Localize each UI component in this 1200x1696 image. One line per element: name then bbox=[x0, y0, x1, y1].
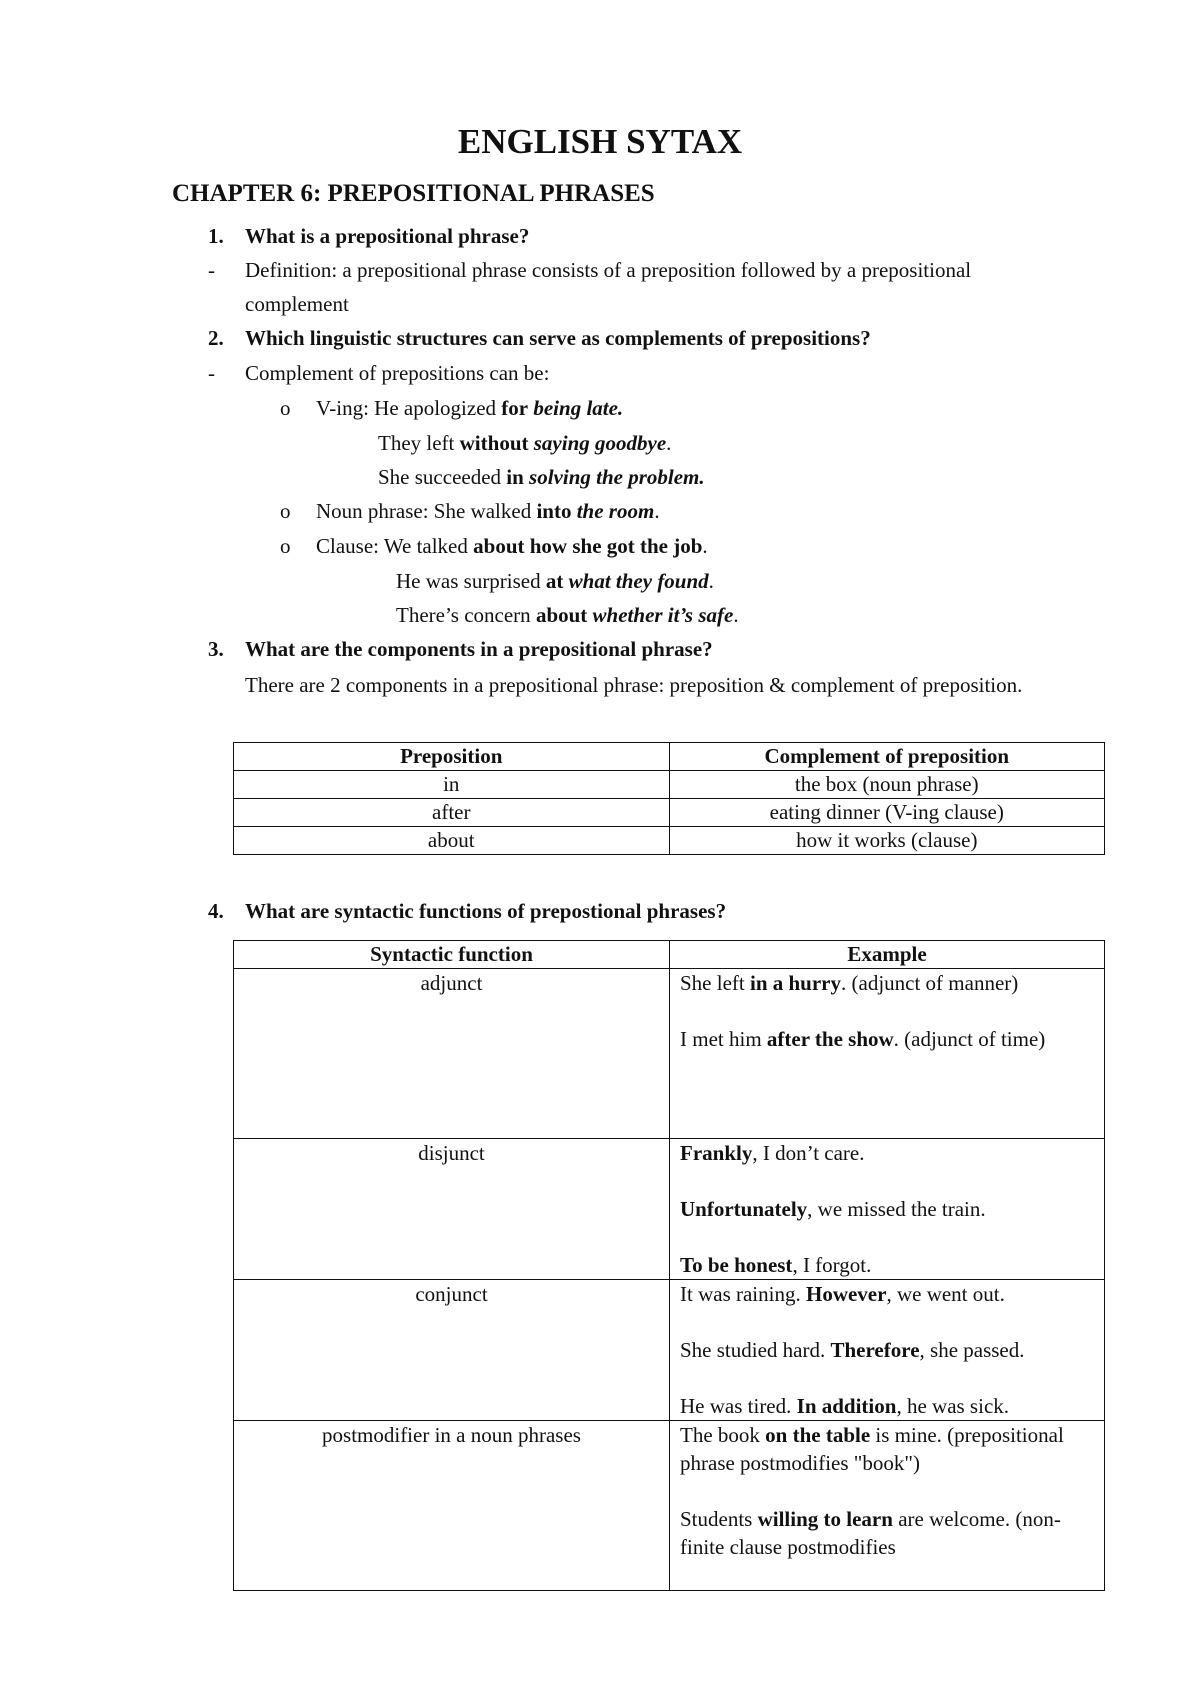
clause-example-2: He was surprised at what they found. bbox=[396, 569, 714, 593]
table-cell: eating dinner (V-ing clause) bbox=[669, 799, 1105, 827]
example-sentence: He was tired. In addition, he was sick. bbox=[680, 1394, 1010, 1418]
dash-marker: - bbox=[208, 258, 215, 282]
column-header: Complement of preposition bbox=[669, 743, 1105, 771]
example-sentence: Frankly, I don’t care. bbox=[680, 1141, 865, 1165]
components-paragraph: There are 2 components in a prepositional phrase: preposition & complement of preposition. bbox=[245, 673, 1023, 697]
example-cell bbox=[670, 1421, 1105, 1591]
clause-example-3: There’s concern about whether it’s safe. bbox=[396, 603, 739, 627]
functions-table bbox=[233, 940, 1105, 1591]
table-cell: about bbox=[234, 827, 670, 855]
chapter-heading: CHAPTER 6: PREPOSITIONAL PHRASES bbox=[172, 180, 655, 207]
table-cell: how it works (clause) bbox=[669, 827, 1105, 855]
bullet-noun-phrase: o Noun phrase: She walked into the room. bbox=[280, 499, 660, 523]
components-table bbox=[233, 742, 1105, 855]
question-number: 3. bbox=[208, 637, 224, 661]
question-number: 1. bbox=[208, 224, 224, 248]
question-text: What are the components in a prepositional phrase? bbox=[245, 637, 713, 661]
table-cell: the box (noun phrase) bbox=[669, 771, 1105, 799]
example-sentence: It was raining. However, we went out. bbox=[680, 1282, 1005, 1306]
table-row bbox=[234, 827, 1105, 855]
document-title: ENGLISH SYTAX bbox=[457, 122, 743, 161]
question-4 bbox=[208, 899, 726, 924]
question-text: What is a prepositional phrase? bbox=[245, 224, 530, 248]
table-row bbox=[234, 799, 1105, 827]
example-sentence: Unfortunately, we missed the train. bbox=[680, 1197, 986, 1221]
table-row bbox=[234, 1139, 1105, 1280]
dash-marker: - bbox=[208, 361, 215, 385]
bullet-marker: o bbox=[280, 534, 291, 558]
example-cell bbox=[670, 1139, 1105, 1280]
column-header: Syntactic function bbox=[234, 941, 670, 969]
ving-example-2: They left without saying goodbye. bbox=[378, 431, 672, 455]
complements-intro: - Complement of prepositions can be: bbox=[208, 361, 550, 385]
table-row bbox=[234, 771, 1105, 799]
bullet-marker: o bbox=[280, 396, 291, 420]
ving-example-3: She succeeded in solving the problem. bbox=[378, 465, 705, 489]
definition-line-2: complement bbox=[245, 292, 349, 316]
function-cell: conjunct bbox=[234, 1280, 670, 1421]
definition-line-1: - Definition: a prepositional phrase consists of a preposition followed by a prepositional bbox=[208, 258, 972, 282]
function-cell: disjunct bbox=[234, 1139, 670, 1280]
question-3 bbox=[208, 637, 713, 662]
example-sentence: She left in a hurry. (adjunct of manner) bbox=[680, 971, 1019, 995]
table-row bbox=[234, 1280, 1105, 1421]
example-sentence: To be honest, I forgot. bbox=[680, 1253, 872, 1277]
question-2 bbox=[208, 326, 871, 351]
bullet-marker: o bbox=[280, 499, 291, 523]
bullet-clause: o Clause: We talked about how she got the job. bbox=[280, 534, 708, 558]
example-cell bbox=[670, 1280, 1105, 1421]
table-header-row bbox=[234, 743, 1105, 771]
table-row bbox=[234, 969, 1105, 1139]
question-1 bbox=[208, 224, 529, 249]
example-sentence: I met him after the show. (adjunct of time) bbox=[680, 1027, 1046, 1051]
example-sentence: Students willing to learn are welcome. (non-finite clause postmodifies bbox=[680, 1507, 1061, 1559]
example-sentence: She studied hard. Therefore, she passed. bbox=[680, 1338, 1025, 1362]
table-cell: after bbox=[234, 799, 670, 827]
table-header-row bbox=[234, 941, 1105, 969]
function-cell: postmodifier in a noun phrases bbox=[234, 1421, 670, 1591]
question-text: What are syntactic functions of prepostional phrases? bbox=[245, 899, 727, 923]
bullet-ving: o V-ing: He apologized for being late. bbox=[280, 396, 624, 420]
function-cell: adjunct bbox=[234, 969, 670, 1139]
column-header: Preposition bbox=[234, 743, 670, 771]
question-number: 2. bbox=[208, 326, 224, 350]
question-number: 4. bbox=[208, 899, 224, 923]
table-row bbox=[234, 1421, 1105, 1591]
example-cell bbox=[670, 969, 1105, 1139]
question-text: Which linguistic structures can serve as complements of prepositions? bbox=[245, 326, 871, 350]
table-cell: in bbox=[234, 771, 670, 799]
example-sentence: The book on the table is mine. (prepositional phrase postmodifies "book") bbox=[680, 1423, 1064, 1475]
column-header: Example bbox=[670, 941, 1105, 969]
